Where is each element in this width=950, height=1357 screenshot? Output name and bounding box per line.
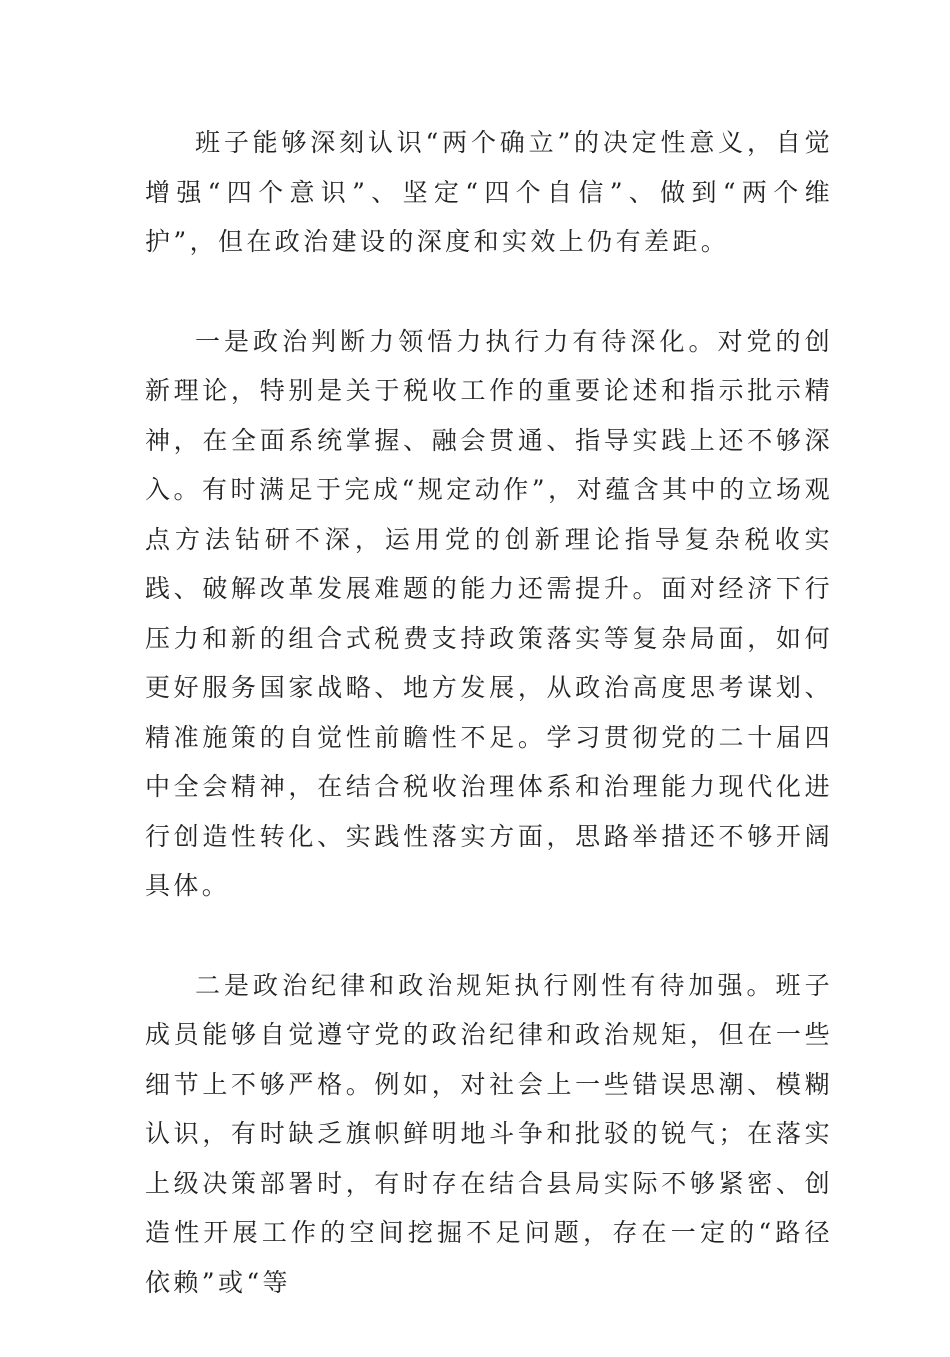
paragraph-point-two: 二是政治纪律和政治规矩执行刚性有待加强。班子成员能够自觉遵守党的政治纪律和政治规矩，但在一些细节上不够严格。例如，对社会上一些错误思潮、模糊认识，有时缺乏旗帜鲜明地斗争和批驳的锐气；在落实上级决策部署时，有时存在结合县局实际不够紧密、创造性开展工作的空间挖掘不足问题，存在一定的“路径依赖”或“等	[145, 970, 833, 1297]
paragraph-point-one: 一是政治判断力领悟力执行力有待深化。对党的创新理论，特别是关于税收工作的重要论述和指示批示精神，在全面系统掌握、融会贯通、指导实践上还不够深入。有时满足于完成“规定动作”，对蕴含其中的立场观点方法钻研不深，运用党的创新理论指导复杂税收实践、破解改革发展难题的能力还需提升。面对经济下行压力和新的组合式税费支持政策落实等复杂局面，如何更好服务国家战略、地方发展，从政治高度思考谋划、精准施策的自觉性前瞻性不足。学习贯彻党的二十届四中全会精神，在结合税收治理体系和治理能力现代化进行创造性转化、实践性落实方面，思路举措还不够开阔具体。	[145, 326, 833, 900]
document-body	[145, 118, 833, 1357]
paragraph-intro: 班子能够深刻认识“两个确立”的决定性意义，自觉增强“四个意识”、坚定“四个自信”、做到“两个维护”，但在政治建设的深度和实效上仍有差距。	[145, 128, 833, 256]
